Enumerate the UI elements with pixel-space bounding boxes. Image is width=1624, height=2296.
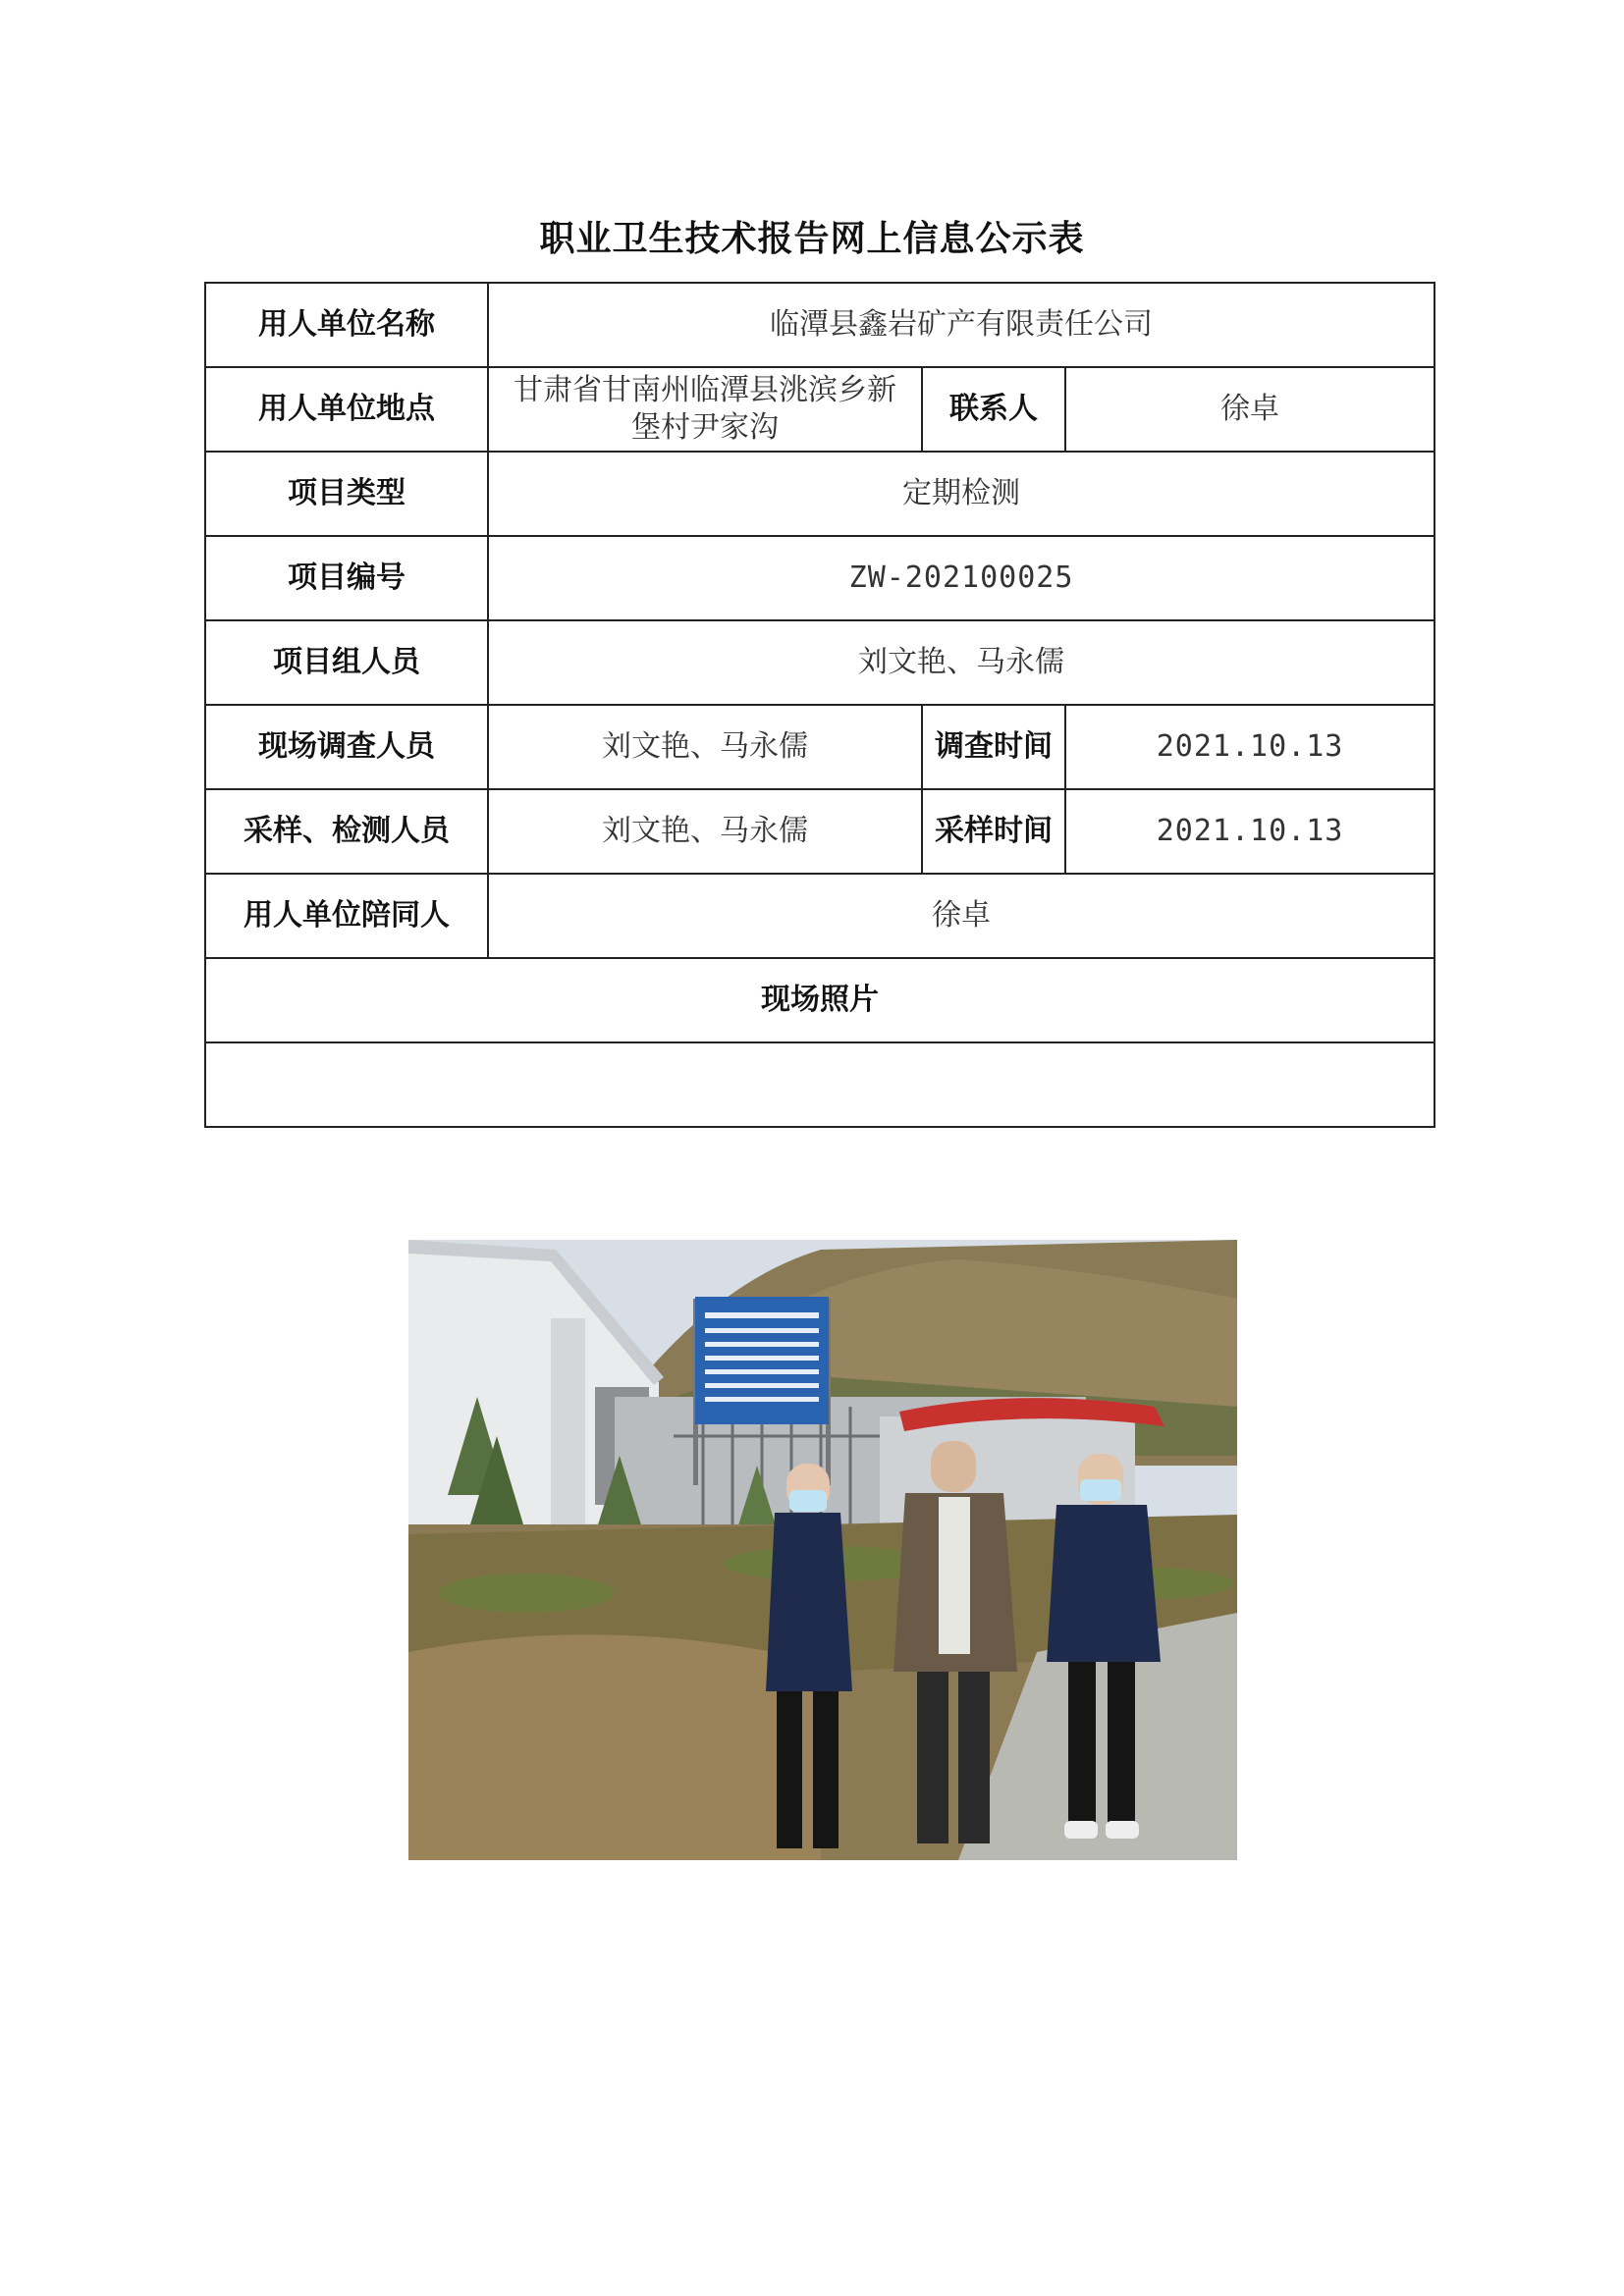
sampling-staff-value: 刘文艳、马永儒	[488, 789, 922, 874]
employer-escort-label: 用人单位陪同人	[205, 874, 488, 958]
survey-time-value: 2021.10.13	[1065, 705, 1435, 789]
project-type-label: 项目类型	[205, 452, 488, 536]
project-number-label: 项目编号	[205, 536, 488, 620]
employer-location-value: 甘肃省甘南州临潭县洮滨乡新堡村尹家沟	[488, 367, 922, 452]
sampling-staff-label: 采样、检测人员	[205, 789, 488, 874]
row-employer-location	[205, 367, 1435, 452]
site-survey-staff-value: 刘文艳、马永儒	[488, 705, 922, 789]
project-type-value: 定期检测	[488, 452, 1435, 536]
row-project-team	[205, 620, 1435, 705]
project-team-value: 刘文艳、马永儒	[488, 620, 1435, 705]
site-photo	[408, 1240, 1237, 1860]
employer-name-label: 用人单位名称	[205, 283, 488, 367]
sampling-time-value: 2021.10.13	[1065, 789, 1435, 874]
row-site-survey	[205, 705, 1435, 789]
project-team-label: 项目组人员	[205, 620, 488, 705]
site-photo-illustration	[408, 1240, 1237, 1860]
site-survey-staff-label: 现场调查人员	[205, 705, 488, 789]
site-photo-label: 现场照片	[205, 958, 1435, 1042]
row-employer-name	[205, 283, 1435, 367]
survey-time-label: 调查时间	[922, 705, 1065, 789]
contact-person-value: 徐卓	[1065, 367, 1435, 452]
page-title: 职业卫生技术报告网上信息公示表	[539, 219, 1085, 259]
row-photo	[205, 1042, 1435, 1127]
row-project-type	[205, 452, 1435, 536]
row-sampling	[205, 789, 1435, 874]
sampling-time-label: 采样时间	[922, 789, 1065, 874]
row-photo-header	[205, 958, 1435, 1042]
contact-person-label: 联系人	[922, 367, 1065, 452]
row-project-number	[205, 536, 1435, 620]
project-number-value: ZW-202100025	[488, 536, 1435, 620]
row-employer-escort	[205, 874, 1435, 958]
photo-cell	[205, 1042, 1435, 1127]
employer-escort-value: 徐卓	[488, 874, 1435, 958]
info-table	[204, 282, 1435, 1128]
employer-location-label: 用人单位地点	[205, 367, 488, 452]
employer-name-value: 临潭县鑫岩矿产有限责任公司	[488, 283, 1435, 367]
